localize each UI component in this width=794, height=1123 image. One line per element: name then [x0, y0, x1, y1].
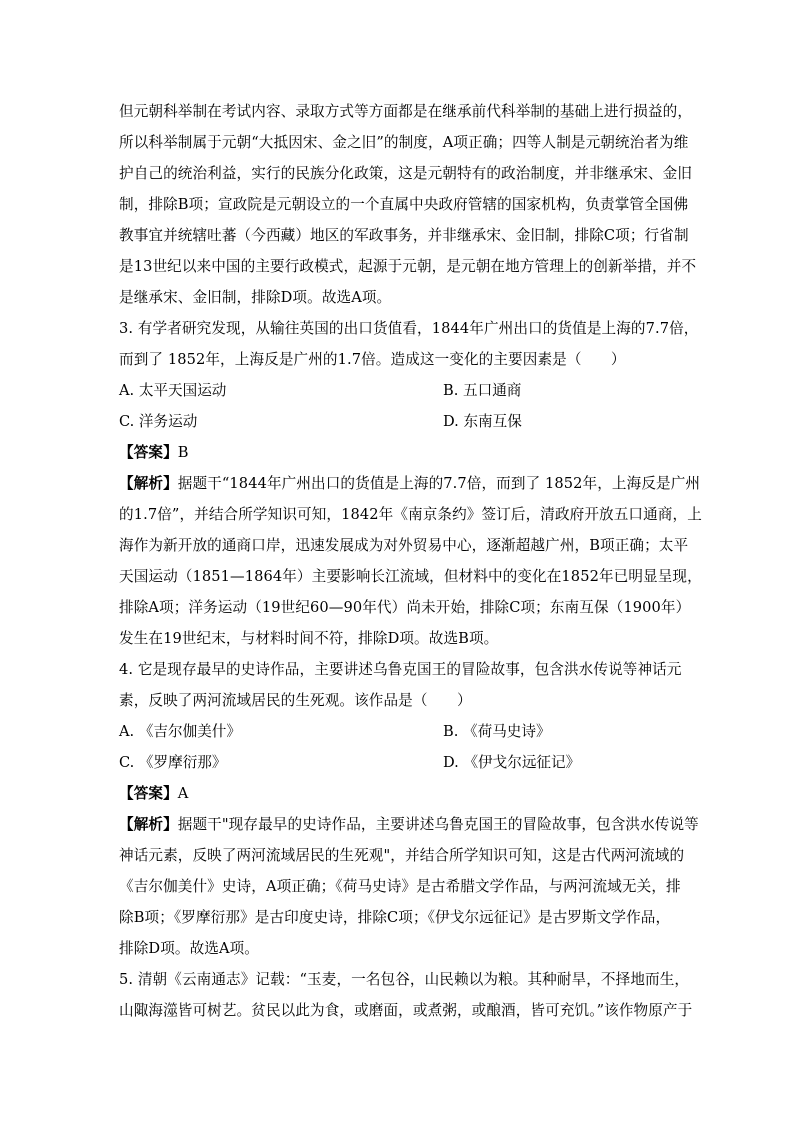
option-a: A. 太平天国运动	[119, 382, 227, 399]
text-line: 是13世纪以来中国的主要行政模式，起源于元朝，是元朝在地方管理上的创新举措，并不	[119, 258, 697, 275]
text-line: 所以科举制属于元朝“大抵因宋、金之旧”的制度，A项正确；四等人制是元朝统治者为维	[119, 134, 689, 151]
option-row	[119, 375, 675, 406]
option-d: D. 《伊戈尔远征记》	[443, 754, 581, 771]
question-4	[119, 654, 699, 964]
question-stem: 4. 它是现存最早的史诗作品，主要讲述乌鲁克国王的冒险故事，包含洪水传说等神话元	[119, 661, 682, 678]
analysis-line: 除B项；《罗摩衍那》是古印度史诗，排除C项；《伊戈尔远征记》是古罗斯文学作品，	[119, 909, 671, 926]
text-line: 是继承宋、金旧制，排除D项。故选A项。	[119, 289, 392, 306]
option-row	[119, 747, 675, 778]
text-line: 教事宜并统辖吐蕃（今西藏）地区的军政事务，并非继承宋、金旧制，排除C项；行省制	[119, 227, 689, 244]
question-3	[119, 313, 702, 654]
analysis-line	[119, 468, 701, 499]
option-b: B. 《荷马史诗》	[443, 723, 551, 740]
analysis-line: 海作为新开放的通商口岸，迅速发展成为对外贸易中心，逐渐超越广州，B项正确；太平	[119, 537, 689, 554]
analysis-line: 排除A项；洋务运动（19世纪60—90年代）尚未开始，排除C项；东南互保（1900年）	[119, 599, 691, 616]
analysis-text: 据题干“1844年广州出口的货值是上海的7.7倍，而到了 1852年，上海反是广州	[177, 475, 701, 492]
answer-tag: 【答案】	[119, 444, 178, 461]
option-a: A. 《吉尔伽美什》	[119, 723, 241, 740]
analysis-line: 《吉尔伽美什》史诗，A项正确；《荷马史诗》是古希腊文学作品，与两河流域无关，排	[119, 878, 681, 895]
answer-line	[119, 437, 675, 468]
q2-analysis-continuation	[119, 96, 697, 313]
question-5	[119, 964, 693, 1026]
question-stem: 素，反映了两河流域居民的生死观。该作品是（ ）	[119, 692, 472, 709]
question-stem: 山陬海澨皆可树艺。贫民以此为食，或磨面，或煮粥，或酿酒，皆可充饥。”该作物原产于	[119, 1002, 693, 1019]
answer-line	[119, 778, 675, 809]
analysis-line	[119, 809, 699, 840]
option-d: D. 东南互保	[443, 413, 522, 430]
analysis-tag: 【解析】	[119, 475, 178, 492]
answer-value: B	[177, 444, 189, 461]
question-stem: 而到了 1852年，上海反是广州的1.7倍。造成这一变化的主要因素是（ ）	[119, 351, 626, 368]
option-row	[119, 716, 675, 747]
analysis-line: 神话元素，反映了两河流域居民的生死观"，并结合所学知识可知，这是古代两河流域的	[119, 847, 685, 864]
analysis-text: 据题干"现存最早的史诗作品，主要讲述乌鲁克国王的冒险故事，包含洪水传说等	[177, 816, 699, 833]
answer-tag: 【答案】	[119, 785, 178, 802]
analysis-line: 发生在19世纪末，与材料时间不符，排除D项。故选B项。	[119, 630, 499, 647]
question-stem: 5. 清朝《云南通志》记载：“玉麦，一名包谷，山民赖以为粮。其种耐旱，不择地而生，	[119, 971, 690, 988]
text-line: 护自己的统治利益，实行的民族分化政策，这是元朝特有的政治制度，并非继承宋、金旧	[119, 165, 693, 182]
text-line: 制，排除B项；宣政院是元朝设立的一个直属中央政府管辖的国家机构，负责掌管全国佛	[119, 196, 689, 213]
option-c: C. 洋务运动	[119, 413, 198, 430]
question-stem: 3. 有学者研究发现，从输往英国的出口货值看，1844年广州出口的货值是上海的7.7倍，	[119, 320, 699, 337]
analysis-line: 的1.7倍”，并结合所学知识可知，1842年《南京条约》签订后，清政府开放五口通商，上	[119, 506, 702, 523]
text-line: 但元朝科举制在考试内容、录取方式等方面都是在继承前代科举制的基础上进行损益的，	[119, 103, 693, 120]
analysis-line: 排除D项。故选A项。	[119, 940, 259, 957]
analysis-tag: 【解析】	[119, 816, 178, 833]
option-c: C. 《罗摩衍那》	[119, 754, 227, 771]
document-page	[119, 96, 702, 1026]
option-row	[119, 406, 675, 437]
option-b: B. 五口通商	[443, 382, 522, 399]
answer-value: A	[177, 785, 189, 802]
analysis-line: 天国运动（1851—1864年）主要影响长江流域，但材料中的变化在1852年已明显呈现，	[119, 568, 702, 585]
